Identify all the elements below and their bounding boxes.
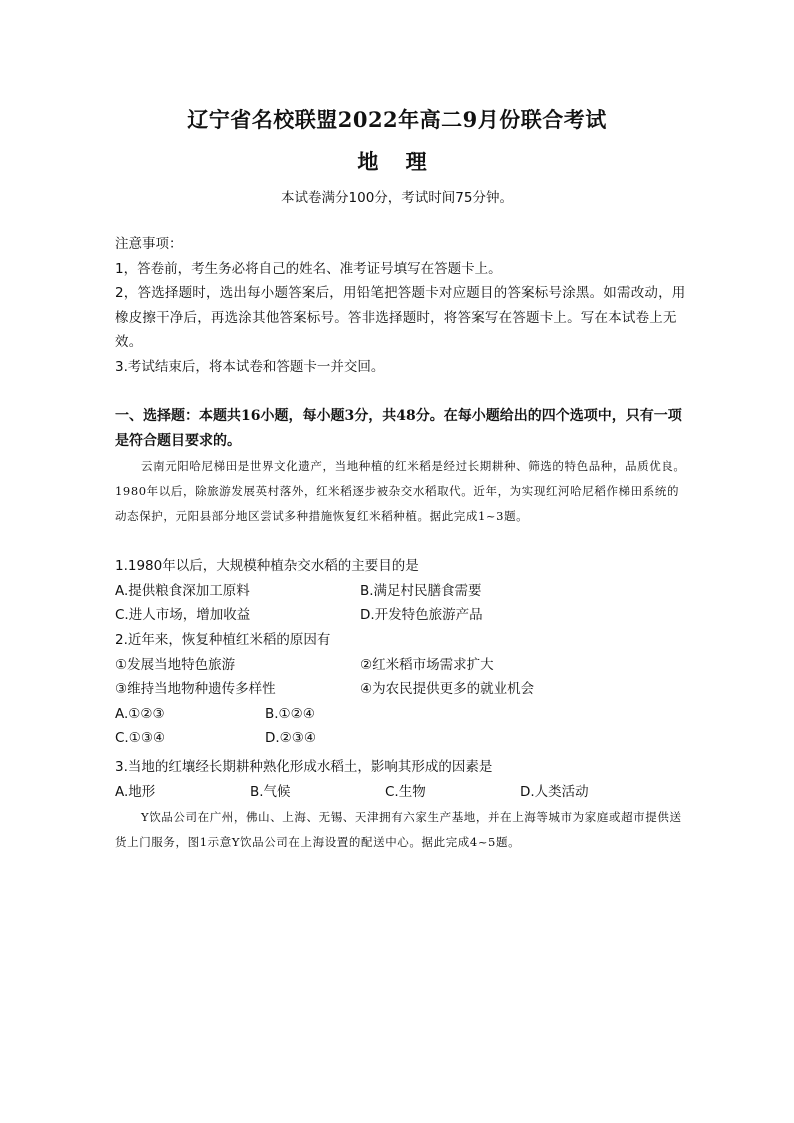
- q2-option-b: B.①②④: [265, 705, 315, 722]
- passage-1: [115, 454, 690, 529]
- subject-title: 地 理: [357, 149, 437, 174]
- question-1: [115, 554, 690, 628]
- notice-section: [115, 232, 690, 379]
- question-3-stem: 3.当地的红壤经长期耕种熟化形成水稻土，影响其形成的因素是: [115, 759, 493, 775]
- question-2-stem: 2.近年来，恢复种植红米稻的原因有: [115, 632, 331, 648]
- q2-option-d: D.②③④: [265, 730, 316, 746]
- q1-option-a: A.提供粮食深加工原料: [115, 582, 250, 599]
- q3-option-d: D.人类活动: [520, 783, 589, 800]
- notice-item-1: 1，答卷前，考生务必将自己的姓名、准考证号填写在答题卡上。: [115, 260, 502, 277]
- passage-2-text: Y饮品公司在广州，佛山、上海、无锡、天津拥有六家生产基地，并在上海等城市为家庭或超市提供送货上门服务，图1示意Y饮品公司在上海设置的配送中心。据此完成4~5题。: [115, 810, 682, 849]
- q2-option-c: C.①③④: [115, 730, 166, 746]
- passage-2: [115, 805, 690, 855]
- q3-option-b: B.气候: [250, 783, 291, 800]
- question-1-stem: 1.1980年以后，大规模种植杂交水稻的主要目的是: [115, 558, 419, 574]
- notice-item-2: 2，答选择题时，选出每小题答案后，用铅笔把答题卡对应题目的答案标号涂黑。如需改动，用橡皮擦干净后，再选涂其他答案标号。答非选择题时，将答案写在答题卡上。写在本试卷上无效。: [115, 285, 686, 350]
- q3-option-c: C.生物: [385, 783, 426, 800]
- q2-statement-1: ①发展当地特色旅游: [115, 656, 236, 673]
- q1-option-d: D.开发特色旅游产品: [360, 607, 483, 623]
- q1-option-c: C.进人市场，增加收益: [115, 607, 251, 623]
- notice-heading: 注意事项：: [115, 236, 183, 252]
- q3-option-a: A.地形: [115, 783, 156, 800]
- q2-statement-3: ③维持当地物种遗传多样性: [115, 681, 276, 697]
- notice-item-3: 3.考试结束后，将本试卷和答题卡一并交回。: [115, 358, 385, 375]
- q2-statement-4: ④为农民提供更多的就业机会: [360, 681, 535, 697]
- exam-info: 本试卷满分100分，考试时间75分钟。: [281, 190, 513, 206]
- q1-option-b: B.满足村民膳食需要: [360, 582, 482, 599]
- passage-1-text: 云南元阳哈尼梯田是世界文化遗产，当地种植的红米稻是经过长期耕种、筛选的特色品种，品质优良。1980年以后，除旅游发展英村落外，红米稻逐步被杂交水稻取代。近年，为实现红河哈尼稻作梯田系统的动态保护，元阳县部分地区尝试多种措施恢复红米稻种植。据此完成1~3题。: [115, 459, 686, 523]
- q2-statement-2: ②红米稻市场需求扩大: [360, 656, 494, 673]
- question-2: [115, 628, 690, 751]
- question-3: [115, 755, 690, 804]
- exam-title: 辽宁省名校联盟2022年高二9月份联合考试: [187, 107, 607, 132]
- q2-option-a: A.①②③: [115, 705, 165, 722]
- section-heading: 一、选择题：本题共16小题，每小题3分，共48分。在每小题给出的四个选项中，只有一项是符合题目要求的。: [115, 408, 682, 449]
